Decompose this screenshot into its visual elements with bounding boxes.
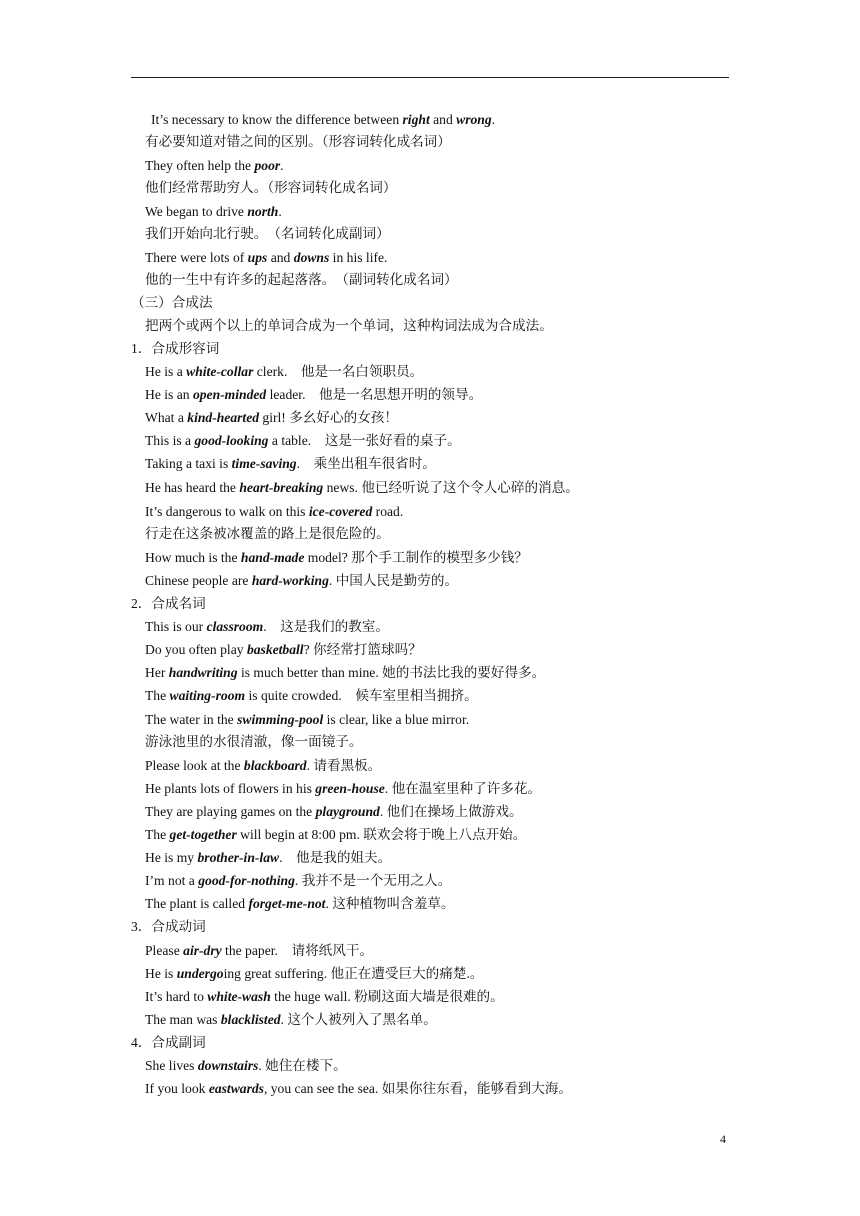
text-run: 3．合成动词	[131, 919, 206, 934]
text-line	[145, 803, 523, 820]
text-run: There were lots of	[145, 250, 248, 265]
text-run: . 他们在操场上做游戏。	[379, 804, 523, 819]
text-run: road.	[372, 504, 404, 519]
text-line	[131, 918, 206, 935]
text-run: . 请看黑板。	[306, 758, 382, 773]
example-word: hard-working	[251, 573, 329, 588]
example-word: undergo	[176, 966, 224, 981]
text-line	[145, 826, 526, 843]
text-run: What a	[145, 410, 188, 425]
example-word: open-minded	[192, 387, 267, 402]
text-run: and	[267, 250, 294, 265]
text-run: . 他是我的姐夫。	[279, 850, 392, 865]
text-line	[145, 179, 396, 196]
text-line	[145, 733, 363, 750]
example-word: kind-hearted	[187, 410, 260, 425]
text-line	[145, 849, 391, 866]
example-word: white-collar	[186, 364, 254, 379]
text-run: This is a	[145, 433, 195, 448]
text-run: ? 你经常打篮球吗？	[303, 642, 422, 657]
text-line	[145, 687, 478, 704]
text-line	[145, 432, 461, 449]
example-word: forget-me-not	[248, 896, 326, 911]
text-run: They often help the	[145, 158, 255, 173]
text-line	[131, 340, 219, 357]
text-run: . 这是我们的教室。	[263, 619, 389, 634]
text-run: girl! 多幺好心的女孩！	[259, 410, 398, 425]
text-run: 他的一生中有许多的起起落落。 （副词转化成名词）	[145, 272, 458, 287]
text-line	[145, 386, 482, 403]
text-line	[145, 249, 387, 266]
text-run: in his life.	[329, 250, 388, 265]
example-word: eastwards	[208, 1081, 264, 1096]
example-word: waiting-room	[169, 688, 246, 703]
text-line	[145, 1080, 572, 1097]
example-word: handwriting	[168, 665, 238, 680]
text-run: This is our	[145, 619, 207, 634]
text-line	[145, 525, 390, 542]
text-run: He is an	[145, 387, 193, 402]
text-line	[145, 363, 423, 380]
example-word: get-together	[169, 827, 237, 842]
text-run: , you can see the sea. 如果你往东看，能够看到大海。	[263, 1081, 573, 1096]
text-line	[145, 988, 504, 1005]
text-line	[145, 203, 282, 220]
text-run: 把两个或两个以上的单词合成为一个单词，这种构词法成为合成法。	[145, 318, 553, 333]
text-run: a table. 这是一张好看的桌子。	[268, 433, 461, 448]
text-run: It’s hard to	[145, 989, 208, 1004]
text-run: . 这种植物叫含羞草。	[325, 896, 455, 911]
text-run: They are playing games on the	[145, 804, 316, 819]
example-word: blackboard	[243, 758, 307, 773]
text-run: Do you often play	[145, 642, 247, 657]
example-word: right	[402, 112, 430, 127]
text-run: He has heard the	[145, 480, 240, 495]
text-line	[145, 965, 483, 982]
text-run: The plant is called	[145, 896, 249, 911]
example-word: hand-made	[240, 550, 305, 565]
text-run: Please look at the	[145, 758, 244, 773]
text-line	[145, 618, 389, 635]
text-line	[145, 664, 545, 681]
example-word: poor	[254, 158, 281, 173]
text-line	[145, 572, 458, 589]
text-line	[131, 595, 206, 612]
text-line	[145, 225, 390, 242]
text-line	[145, 895, 455, 912]
text-run: How much is the	[145, 550, 241, 565]
example-word: swimming-pool	[237, 712, 324, 727]
example-word: blacklisted	[220, 1012, 281, 1027]
text-line	[145, 271, 458, 288]
text-run: （三）合成法	[131, 295, 213, 310]
page-number: 4	[720, 1132, 726, 1146]
example-word: air-dry	[183, 943, 222, 958]
text-run: 他们经常帮助穷人。（形容词转化成名词）	[145, 180, 397, 195]
text-run: ing great suffering. 他正在遭受巨大的痛楚.。	[223, 966, 484, 981]
example-word: heart-breaking	[239, 480, 324, 495]
text-run: Her	[145, 665, 169, 680]
text-run: leader. 他是一名思想开明的领导。	[266, 387, 483, 402]
text-run: is clear, like a blue mirror.	[323, 712, 470, 727]
text-line	[145, 872, 451, 889]
text-run: Chinese people are	[145, 573, 252, 588]
text-run: news. 他已经听说了这个令人心碎的消息。	[323, 480, 579, 495]
text-run: Please	[145, 943, 184, 958]
text-run: the paper. 请将纸风干。	[221, 943, 374, 958]
example-word: ice-covered	[308, 504, 373, 519]
text-run: . 乘坐出租车很省时。	[296, 456, 436, 471]
text-run: The water in the	[145, 712, 238, 727]
example-word: brother-in-law	[197, 850, 280, 865]
text-run: . 我并不是一个无用之人。	[294, 873, 452, 888]
example-word: downs	[293, 250, 330, 265]
text-run: The	[145, 688, 170, 703]
text-line	[131, 1034, 206, 1051]
text-line	[131, 294, 213, 311]
text-run: clerk. 他是一名白领职员。	[253, 364, 424, 379]
text-run: She lives	[145, 1058, 198, 1073]
text-run: model? 那个手工制作的模型多少钱？	[304, 550, 528, 565]
example-word: playground	[315, 804, 380, 819]
text-run: If you look	[145, 1081, 209, 1096]
text-line	[145, 455, 436, 472]
example-word: downstairs	[197, 1058, 259, 1073]
text-run: . 她住在楼下。	[258, 1058, 347, 1073]
example-word: time-saving	[231, 456, 297, 471]
text-run: The	[145, 827, 170, 842]
text-run: is much better than mine. 她的书法比我的要好得多。	[237, 665, 546, 680]
text-run: the huge wall. 粉刷这面大墙是很难的。	[270, 989, 504, 1004]
text-run: He is my	[145, 850, 198, 865]
text-run: The man was	[145, 1012, 221, 1027]
text-run: . 他在温室里种了许多花。	[384, 781, 542, 796]
text-run: We began to drive	[145, 204, 248, 219]
text-line	[145, 1057, 347, 1074]
text-run: 1．合成形容词	[131, 341, 220, 356]
example-word: good-for-nothing	[198, 873, 295, 888]
text-run: 游泳池里的水很清澈，像一面镜子。	[145, 734, 363, 749]
example-word: ups	[247, 250, 268, 265]
header-rule	[131, 77, 729, 78]
text-line	[145, 317, 553, 334]
text-line	[145, 780, 541, 797]
example-word: basketball	[246, 642, 304, 657]
example-word: classroom	[206, 619, 264, 634]
text-line	[145, 479, 579, 496]
text-line	[145, 942, 373, 959]
text-run: is quite crowded. 候车室里相当拥挤。	[245, 688, 478, 703]
text-run: It’s dangerous to walk on this	[145, 504, 309, 519]
text-line	[145, 549, 528, 566]
text-run: It’s necessary to know the difference between	[151, 112, 403, 127]
example-word: north	[247, 204, 279, 219]
text-run: . 中国人民是勤劳的。	[328, 573, 459, 588]
text-run: Taking a taxi is	[145, 456, 232, 471]
text-line	[145, 157, 284, 174]
example-word: wrong	[456, 112, 492, 127]
example-word: white-wash	[207, 989, 271, 1004]
text-run: .	[491, 112, 496, 127]
text-run: and	[429, 112, 457, 127]
text-run: will begin at 8:00 pm. 联欢会将于晚上八点开始。	[236, 827, 527, 842]
text-run: .	[280, 158, 284, 173]
text-run: 行走在这条被冰覆盖的路上是很危险的。	[145, 526, 390, 541]
text-line	[145, 133, 451, 150]
text-line	[145, 757, 381, 774]
text-run: . 这个人被列入了黑名单。	[280, 1012, 437, 1027]
text-run: 4．合成副词	[131, 1035, 206, 1050]
text-run: 我们开始向北行驶。 （名词转化成副词）	[145, 226, 390, 241]
example-word: good-looking	[194, 433, 269, 448]
text-run: 有必要知道对错之间的区别。（形容词转化成名词）	[145, 134, 451, 149]
example-word: green-house	[315, 781, 385, 796]
text-run: He is a	[145, 364, 187, 379]
text-line	[145, 711, 469, 728]
text-line	[145, 503, 403, 520]
text-run: .	[278, 204, 282, 219]
text-run: I’m not a	[145, 873, 199, 888]
text-line	[145, 1011, 437, 1028]
text-line	[151, 111, 495, 128]
text-line	[145, 409, 398, 426]
text-run: He is	[145, 966, 177, 981]
text-line	[145, 641, 422, 658]
text-run: He plants lots of flowers in his	[145, 781, 316, 796]
text-run: 2．合成名词	[131, 596, 206, 611]
